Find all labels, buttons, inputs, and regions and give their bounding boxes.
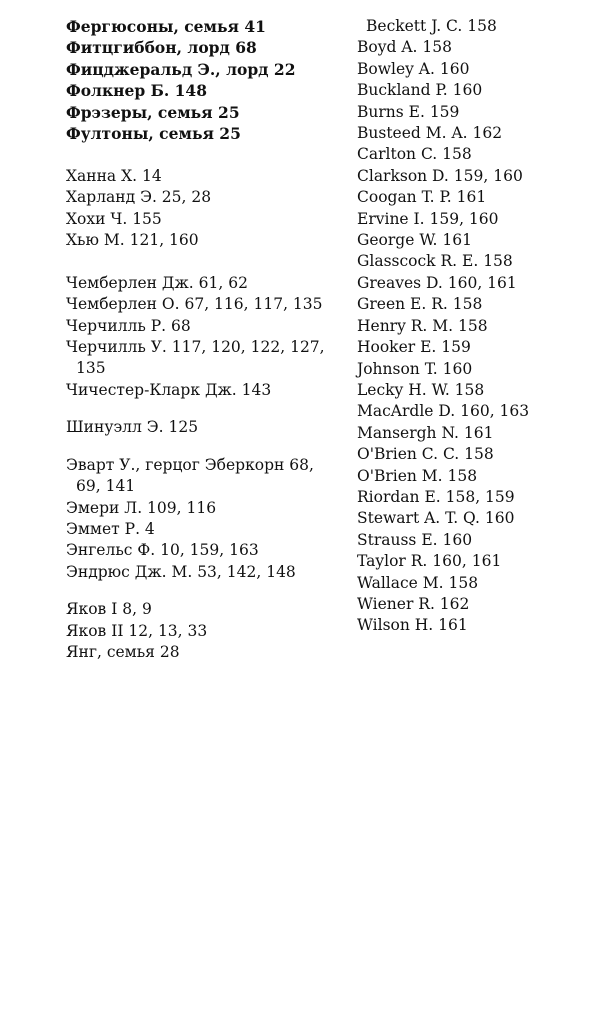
- index-entry: Mansergh N. 161: [357, 423, 494, 442]
- index-entry: Burns E. 159: [357, 102, 460, 121]
- index-entry: Lecky H. W. 158: [357, 380, 485, 399]
- index-entry: Яков I 8, 9: [66, 600, 152, 619]
- index-entry-continuation: 135: [76, 359, 106, 378]
- index-entry: Strauss E. 160: [357, 530, 473, 549]
- index-entry: Эммет Р. 4: [66, 519, 155, 538]
- index-entry: Taylor R. 160, 161: [357, 552, 502, 571]
- index-entry: Фрэзеры, семья 25: [66, 102, 240, 122]
- index-entry: Clarkson D. 159, 160: [357, 166, 523, 185]
- index-entry: Busteed M. A. 162: [357, 124, 503, 143]
- index-entry: Фитцгиббон, лорд 68: [66, 38, 257, 58]
- index-entry: Riordan E. 158, 159: [357, 487, 515, 506]
- index-entry: Черчилль Р. 68: [66, 316, 191, 335]
- index-entry: Beckett J. C. 158: [366, 17, 497, 35]
- index-entry: Glasscock R. E. 158: [357, 252, 513, 271]
- index-entry: Green E. R. 158: [357, 295, 483, 314]
- index-entry: Фултоны, семья 25: [66, 124, 241, 144]
- index-entry: Wallace M. 158: [357, 573, 479, 592]
- index-entry: Bowley A. 160: [357, 59, 470, 78]
- group-spacer: [66, 401, 342, 417]
- index-entry: Шинуэлл Э. 125: [66, 418, 199, 437]
- index-entry: George W. 161: [357, 231, 472, 250]
- index-entry: Черчилль У. 117, 120, 122, 127,: [66, 338, 325, 357]
- index-entry-continuation: 69, 141: [76, 477, 136, 496]
- index-entry: Эмери Л. 109, 116: [66, 498, 217, 517]
- index-entry: Фолкнер Б. 148: [66, 81, 207, 101]
- index-entry: Эндрюс Дж. М. 53, 142, 148: [66, 562, 296, 581]
- index-entry: Henry R. M. 158: [357, 316, 488, 335]
- index-entry: Stewart A. T. Q. 160: [357, 509, 515, 528]
- index-entry: Фергюсоны, семья 41: [66, 17, 266, 36]
- index-entry: Харланд Э. 25, 28: [66, 188, 212, 207]
- index-entry: Carlton C. 158: [357, 145, 472, 164]
- index-entry: O'Brien M. 158: [357, 466, 478, 485]
- index-entry: Янг, семья 28: [66, 642, 180, 661]
- index-entry: Hooker E. 159: [357, 338, 471, 357]
- index-entry: Фицджеральд Э., лорд 22: [66, 59, 296, 79]
- index-entry: Ervine I. 159, 160: [357, 209, 499, 228]
- index-entry: Ханна Х. 14: [66, 166, 162, 185]
- index-entry: Чичестер-Кларк Дж. 143: [66, 380, 272, 399]
- index-entry: Johnson T. 160: [357, 359, 473, 378]
- index-entry: Хохи Ч. 155: [66, 209, 162, 228]
- group-spacer: [66, 439, 342, 455]
- index-entry: Buckland P. 160: [357, 81, 483, 100]
- index-entry: Яков II 12, 13, 33: [66, 621, 208, 640]
- index-column-right: [357, 16, 557, 637]
- index-entry: MacArdle D. 160, 163: [357, 402, 530, 421]
- index-entry: Энгельс Ф. 10, 159, 163: [66, 541, 259, 560]
- group-spacer: [66, 251, 342, 272]
- index-entry: Greaves D. 160, 161: [357, 273, 517, 292]
- index-entry: Coogan T. P. 161: [357, 188, 487, 207]
- index-entry: Хью М. 121, 160: [66, 231, 199, 250]
- index-entry: Эварт У., герцог Эберкорн 68,: [66, 455, 314, 474]
- index-entry: Чемберлен О. 67, 116, 117, 135: [66, 295, 323, 314]
- index-entry: Boyd A. 158: [357, 38, 452, 57]
- group-spacer: [66, 144, 342, 165]
- index-entry: O'Brien C. C. 158: [357, 445, 494, 464]
- index-column-left: [66, 16, 342, 663]
- index-entry: Wilson H. 161: [357, 616, 468, 635]
- index-entry: Чемберлен Дж. 61, 62: [66, 273, 248, 292]
- group-spacer: [66, 583, 342, 599]
- index-entry: Wiener R. 162: [357, 594, 470, 613]
